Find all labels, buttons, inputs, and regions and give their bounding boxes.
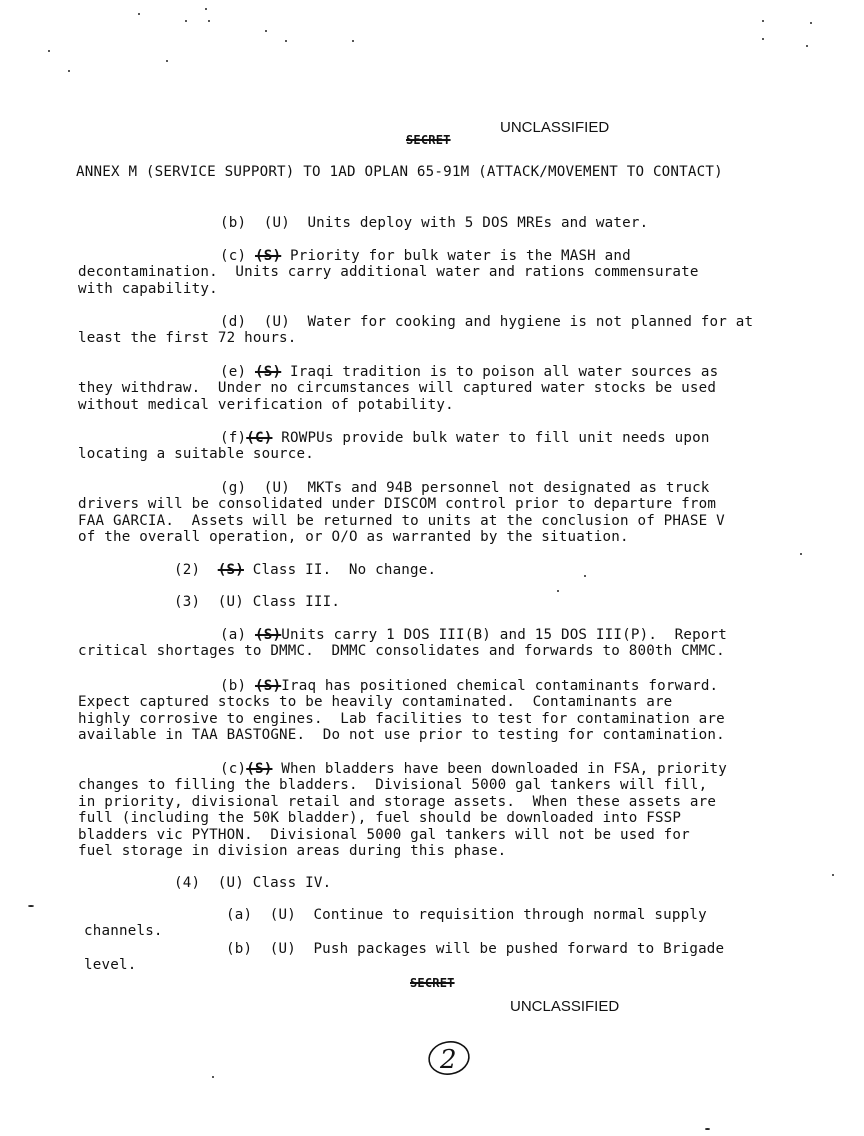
scan-speck: [352, 40, 354, 42]
paragraph-4b: (b) (U) Push packages will be pushed forward to Brigade level.: [84, 941, 725, 974]
page-number-circle: [424, 1034, 476, 1080]
paragraph-1g: (g) (U) MKTs and 94B personnel not designated as truck drivers will be consolidated under DISCOM control prior to departure from FAA GARCIA. Assets will be returned to units at the conclusion of PHASE V of the overall operation, or O/O as warranted by the situation.: [78, 480, 725, 546]
annex-title: ANNEX M (SERVICE SUPPORT) TO 1AD OPLAN 65-91M (ATTACK/MOVEMENT TO CONTACT): [76, 164, 723, 180]
scan-speck: [762, 38, 764, 40]
paragraph-4a: (a) (U) Continue to requisition through normal supply channels.: [84, 907, 707, 940]
paragraph-3c: (c)(S) When bladders have been downloaded in FSA, priority changes to filling the bladders. Divisional 5000 gal tankers will fill, in priority, divisional retail and storage assets. When these assets are full (including the 50K bladder), fuel should be downloaded into FSSP bladders vic PYTHON. Divisional 5000 gal tankers will not be used for fuel storage in division areas during this phase.: [78, 761, 728, 860]
scan-speck: [705, 1128, 710, 1130]
page-number: 2: [440, 1045, 457, 1075]
paragraph-4: (4) (U) Class IV.: [174, 875, 332, 891]
paragraph-3a: (a) (S)Units carry 1 DOS III(B) and 15 DOS III(P). Report critical shortages to DMMC. DMMC consolidates and forwards to 800th CMMC.: [78, 627, 728, 660]
paragraph-3b: (b) (S)Iraq has positioned chemical contaminants forward. Expect captured stocks to be heavily contaminated. Contaminants are highly corrosive to engines. Lab facilities to test for contamination are available in TAA BASTOGNE. Do not use prior to testing for contamination.: [78, 678, 725, 744]
scan-speck: [212, 1076, 214, 1078]
scan-speck: [138, 13, 140, 15]
paragraph-3: (3) (U) Class III.: [174, 594, 341, 610]
paragraph-1f: (f)(C) ROWPUs provide bulk water to fill unit needs upon locating a suitable source.: [78, 430, 710, 463]
scan-speck: [48, 50, 50, 52]
paragraph-1d: (d) (U) Water for cooking and hygiene is not planned for at least the first 72 hours.: [78, 314, 754, 347]
footer-secret-struck: SECRET: [410, 976, 455, 990]
scan-speck: [208, 20, 210, 22]
scan-speck: [265, 30, 267, 32]
scan-speck: [28, 905, 34, 907]
scan-speck: [557, 590, 559, 592]
scan-speck: [185, 20, 187, 22]
scan-speck: [762, 20, 764, 22]
scan-speck: [205, 8, 207, 10]
scan-speck: [166, 60, 168, 62]
scan-speck: [285, 40, 287, 42]
scan-speck: [810, 22, 812, 24]
scan-speck: [68, 70, 70, 72]
header-classification: UNCLASSIFIED: [500, 119, 610, 136]
paragraph-1c: (c) (S) Priority for bulk water is the MASH and decontamination. Units carry additional water and rations commensurate with capability.: [78, 248, 699, 297]
header-secret-struck: SECRET: [406, 133, 451, 147]
scan-speck: [800, 553, 802, 555]
footer-classification: UNCLASSIFIED: [510, 998, 620, 1015]
paragraph-1b: (b) (U) Units deploy with 5 DOS MREs and water.: [220, 215, 649, 231]
paragraph-1e: (e) (S) Iraqi tradition is to poison all water sources as they withdraw. Under no circumstances will captured water stocks be used without medical verification of potability.: [78, 364, 719, 413]
scan-speck: [806, 45, 808, 47]
paragraph-2: (2) (S) Class II. No change.: [174, 562, 437, 578]
